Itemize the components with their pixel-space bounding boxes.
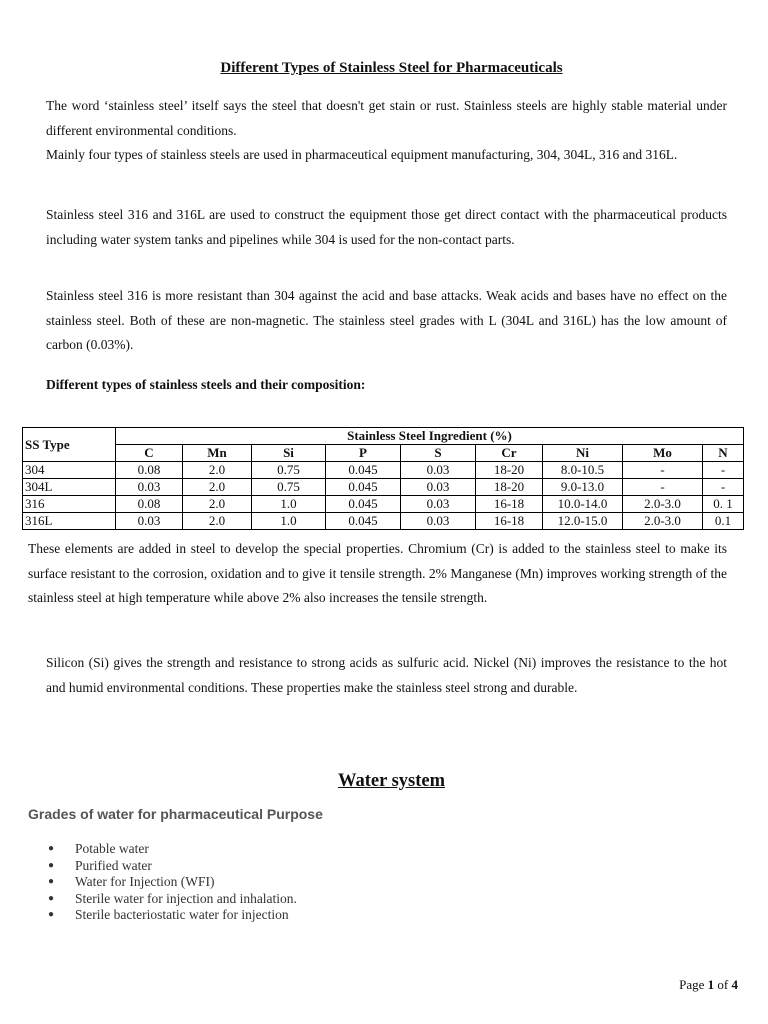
- table-cell: -: [623, 462, 703, 479]
- types-paragraph: Mainly four types of stainless steels are used in pharmaceutical equipment manufacturing, 304, 304L, 316 and 316L.: [46, 147, 678, 162]
- list-item: ● Water for Injection (WFI): [48, 874, 215, 890]
- list-item: ● Sterile water for injection and inhalation.: [48, 890, 297, 906]
- document-title: Different Types of Stainless Steel for Pharmaceuticals: [220, 60, 563, 76]
- table-cell: 0.75: [252, 462, 326, 479]
- table-cell: 0.03: [401, 496, 476, 513]
- table-row: [23, 479, 744, 496]
- ss-type-header: SS Type: [23, 428, 116, 462]
- column-header: Mn: [183, 445, 252, 462]
- ss-type-cell: 316L: [23, 513, 116, 530]
- table-cell: 16-18: [476, 496, 543, 513]
- table-cell: 1.0: [252, 496, 326, 513]
- table-cell: 16-18: [476, 513, 543, 530]
- table-cell: 0.03: [401, 462, 476, 479]
- ss-type-cell: 304L: [23, 479, 116, 496]
- column-header: C: [116, 445, 183, 462]
- ingredient-group-header: Stainless Steel Ingredient (%): [116, 428, 744, 445]
- table-cell: 12.0-15.0: [543, 513, 623, 530]
- table-cell: 0. 1: [703, 496, 744, 513]
- table-element-header-row: [23, 445, 744, 462]
- table-cell: 0.03: [116, 479, 183, 496]
- water-grades-heading: Grades of water for pharmaceutical Purpose: [28, 806, 323, 822]
- table-cell: 10.0-14.0: [543, 496, 623, 513]
- table-cell: 9.0-13.0: [543, 479, 623, 496]
- table-cell: -: [703, 479, 744, 496]
- water-grades-list: [48, 841, 297, 924]
- ss-type-cell: 304: [23, 462, 116, 479]
- composition-table: [22, 427, 744, 530]
- table-row: [23, 462, 744, 479]
- table-cell: 1.0: [252, 513, 326, 530]
- table-cell: 0.08: [116, 496, 183, 513]
- table-cell: -: [703, 462, 744, 479]
- table-cell: 18-20: [476, 479, 543, 496]
- table-cell: 0.045: [326, 479, 401, 496]
- ss-type-cell: 316: [23, 496, 116, 513]
- silicon-nickel-paragraph: Silicon (Si) gives the strength and resistance to strong acids as sulfuric acid. Nickel (Ni) improves the resistance to the hot and humid environmental conditions. These properties make the stainless steel strong and durable.: [46, 655, 727, 695]
- list-item: ● Potable water: [48, 841, 149, 856]
- list-item: ● Sterile bacteriostatic water for injection: [48, 907, 289, 923]
- table-cell: 18-20: [476, 462, 543, 479]
- list-item: ● Purified water: [48, 857, 152, 873]
- column-header: Cr: [476, 445, 543, 462]
- bullet-icon: ●: [48, 892, 55, 904]
- water-system-title: Water system: [337, 771, 446, 791]
- table-cell: 0.75: [252, 479, 326, 496]
- table-cell: 0.045: [326, 513, 401, 530]
- column-header: Mo: [623, 445, 703, 462]
- resistance-paragraph: Stainless steel 316 is more resistant than 304 against the acid and base attacks. Weak acids and bases have no effect on the stainless steel. Both of these are non-magnetic. The stainless steel grades with L (304L and 316L) has the low amount of carbon (0.03%).: [46, 288, 727, 352]
- table-cell: 0.03: [401, 479, 476, 496]
- table-cell: 2.0: [183, 496, 252, 513]
- elements-paragraph: These elements are added in steel to develop the special properties. Chromium (Cr) is added to the stainless steel to make its surface resistant to the corrosion, oxidation and to give it tensile strength. 2% Manganese (Mn) improves working strength of the stainless steel at high temperature while above 2% also increases the tensile strength.: [28, 541, 727, 605]
- table-row: [23, 513, 744, 530]
- table-cell: -: [623, 479, 703, 496]
- table-cell: 2.0: [183, 513, 252, 530]
- column-header: P: [326, 445, 401, 462]
- bullet-icon: ●: [48, 843, 55, 854]
- table-cell: 2.0-3.0: [623, 513, 703, 530]
- table-cell: 2.0: [183, 462, 252, 479]
- bullet-icon: ●: [48, 876, 55, 888]
- column-header: Ni: [543, 445, 623, 462]
- usage-paragraph: Stainless steel 316 and 316L are used to construct the equipment those get direct contact with the pharmaceutical products including water system tanks and pipelines while 304 is used for the non-contact parts.: [46, 207, 727, 247]
- table-cell: 2.0: [183, 479, 252, 496]
- table-cell: 0.1: [703, 513, 744, 530]
- column-header: N: [703, 445, 744, 462]
- table-cell: 0.03: [116, 513, 183, 530]
- intro-paragraph: The word ‘stainless steel’ itself says the steel that doesn't get stain or rust. Stainless steels are highly stable material under different environmental conditions.: [46, 98, 727, 138]
- column-header: S: [401, 445, 476, 462]
- table-row: [23, 496, 744, 513]
- composition-heading: Different types of stainless steels and their composition:: [46, 377, 366, 392]
- table-cell: 2.0-3.0: [623, 496, 703, 513]
- page-number: Page 1 of 4: [679, 977, 738, 992]
- column-header: Si: [252, 445, 326, 462]
- table-cell: 0.045: [326, 462, 401, 479]
- bullet-icon: ●: [48, 859, 55, 871]
- table-cell: 0.03: [401, 513, 476, 530]
- bullet-icon: ●: [48, 909, 55, 921]
- table-cell: 0.08: [116, 462, 183, 479]
- table-cell: 0.045: [326, 496, 401, 513]
- table-header-row: [23, 428, 744, 445]
- table-cell: 8.0-10.5: [543, 462, 623, 479]
